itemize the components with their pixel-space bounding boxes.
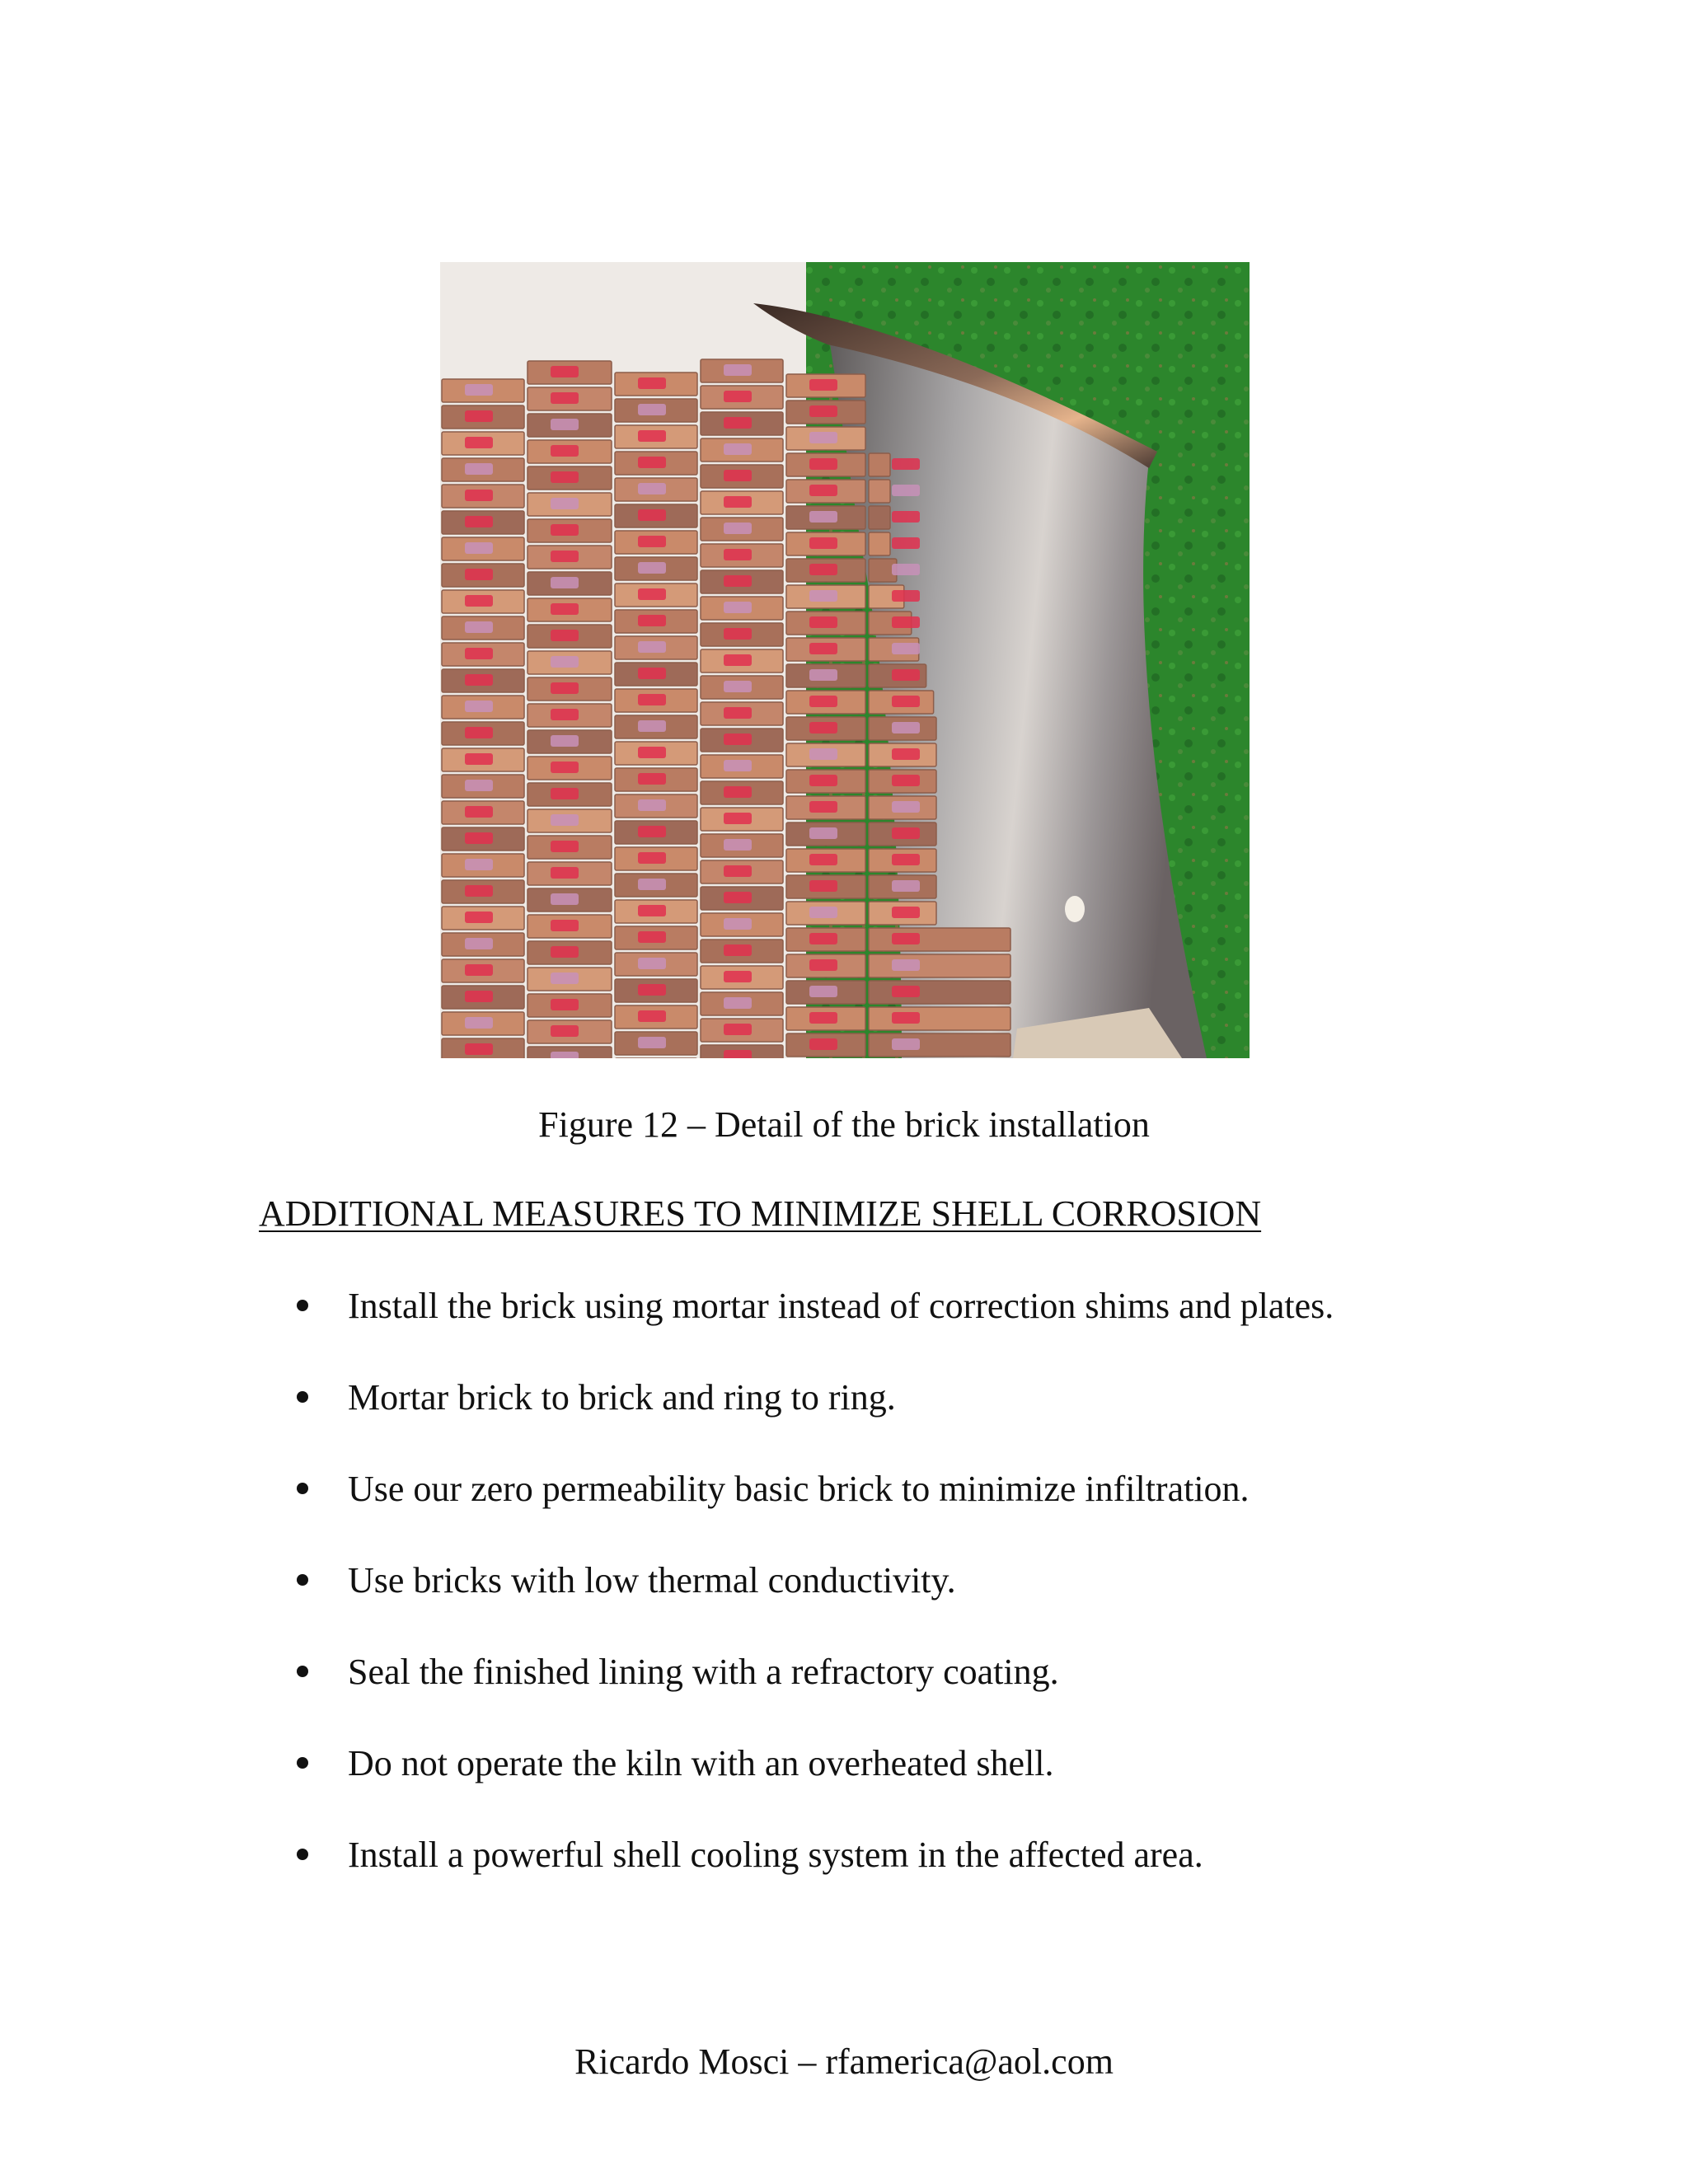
brick [869, 480, 890, 503]
brick-stamp [465, 595, 493, 607]
brick-stamp [724, 1050, 752, 1058]
list-item [297, 1282, 1533, 1373]
brick-stamp [551, 366, 579, 377]
brick-stamp [638, 615, 666, 626]
brick-stamp [551, 841, 579, 852]
brick-stamp [465, 859, 493, 870]
brick-stamp [809, 511, 837, 523]
brick-stamp [465, 1017, 493, 1029]
bullet-dot [297, 1483, 308, 1494]
brick-stamp [551, 498, 579, 509]
brick-stamp [465, 621, 493, 633]
brick [869, 532, 890, 555]
brick [869, 928, 1010, 951]
brick-stamp [638, 588, 666, 600]
brick-stamp [551, 762, 579, 773]
list-item [297, 1373, 1533, 1465]
brick-stamp [638, 984, 666, 996]
list-item [297, 1556, 1533, 1647]
brick-stamp [724, 364, 752, 376]
brick-stamp [551, 814, 579, 826]
brick [869, 453, 890, 476]
brick-stamp [809, 880, 837, 892]
brick-stamp [809, 722, 837, 733]
brick-stamp [892, 907, 920, 918]
brick [869, 1033, 1010, 1057]
brick-stamp [465, 674, 493, 686]
brick-stamp [638, 773, 666, 785]
page-footer: Ricardo Mosci – rfamerica@aol.com [574, 2041, 1114, 2082]
brick-stamp [551, 920, 579, 931]
brick-stamp [638, 720, 666, 732]
brick-stamp [551, 524, 579, 536]
brick-stamp [892, 590, 920, 602]
brick-stamp [809, 537, 837, 549]
brick-stamp [724, 997, 752, 1009]
brick-stamp [638, 377, 666, 389]
brick-stamp [465, 542, 493, 554]
brick-stamp [551, 788, 579, 799]
brick-stamp [551, 445, 579, 457]
brick-stamp [892, 458, 920, 470]
brick-stamp [638, 879, 666, 890]
brick-stamp [465, 727, 493, 738]
brick-stamp [809, 616, 837, 628]
brick [869, 506, 890, 529]
brick-stamp [724, 733, 752, 745]
brick-stamp [638, 826, 666, 837]
figure-photo [440, 262, 1250, 1058]
list-item-text: Seal the finished lining with a refractory coating. [348, 1652, 1059, 1692]
brick-stamp [724, 1024, 752, 1035]
brick-stamp [809, 1012, 837, 1024]
brick-stamp [551, 630, 579, 641]
brick-stamp [638, 536, 666, 547]
brick-stamp [638, 404, 666, 415]
brick-stamp [809, 405, 837, 417]
brick-stamp [551, 735, 579, 747]
brick-stamp [638, 958, 666, 969]
bullet-dot [297, 1849, 308, 1860]
brick [869, 1007, 1010, 1030]
brick-stamp [638, 799, 666, 811]
figure-caption: Figure 12 – Detail of the brick installation [538, 1104, 1150, 1145]
brick-stamp [465, 753, 493, 765]
list-item-text: Use bricks with low thermal conductivity. [348, 1560, 956, 1601]
brick-stamp [892, 722, 920, 733]
brick-stamp [724, 813, 752, 824]
list-item-text: Mortar brick to brick and ring to ring. [348, 1377, 896, 1418]
brick-stamp [551, 682, 579, 694]
brick [869, 954, 1010, 977]
brick-stamp [892, 986, 920, 997]
brick-stamp [892, 669, 920, 681]
brick-stamp [724, 681, 752, 692]
brick-stamp [724, 523, 752, 534]
brick-stamp [465, 463, 493, 475]
brick-stamp [465, 569, 493, 580]
brick-stamp [809, 986, 837, 997]
brick-stamp [551, 656, 579, 668]
brick-stamp [892, 485, 920, 496]
brick-stamp [892, 854, 920, 865]
list-item [297, 1647, 1533, 1739]
brick-stamp [809, 801, 837, 813]
brick-stamp [892, 748, 920, 760]
brick-stamp [724, 391, 752, 402]
brick-stamp [809, 1038, 837, 1050]
brick-stamp [551, 603, 579, 615]
brick-stamp [638, 641, 666, 653]
brick-stamp [809, 458, 837, 470]
brick-stamp [551, 1025, 579, 1037]
brick-stamp [892, 775, 920, 786]
brick-stamp [809, 590, 837, 602]
brick-stamp [551, 551, 579, 562]
brick-stamp [638, 430, 666, 442]
list-item [297, 1830, 1533, 1922]
brick-stamp [892, 1012, 920, 1024]
brick-stamp [551, 709, 579, 720]
brick-stamp [892, 827, 920, 839]
brick-stamp [724, 575, 752, 587]
brick-stamp [638, 694, 666, 705]
brick-stamp [638, 668, 666, 679]
brick-stamp [638, 483, 666, 494]
brick-stamp [465, 490, 493, 501]
brick-stamp [465, 410, 493, 422]
brick-stamp [465, 516, 493, 527]
brick-stamp [724, 443, 752, 455]
brick-stamp [465, 806, 493, 818]
brick-stamp [465, 832, 493, 844]
brick-stamp [892, 564, 920, 575]
brick-stamp [465, 648, 493, 659]
brick-stamp [892, 1038, 920, 1050]
brick-stamp [465, 384, 493, 396]
brick-stamp [465, 991, 493, 1002]
brick-stamp [724, 654, 752, 666]
bullet-dot [297, 1757, 308, 1769]
brick-stamp [724, 839, 752, 851]
brick-stamp [892, 696, 920, 707]
brick-stamp [724, 602, 752, 613]
brick-stamp [551, 392, 579, 404]
brick-stamp [551, 893, 579, 905]
brick-stamp [551, 999, 579, 1010]
brick-stamp [892, 616, 920, 628]
brick-stamp [551, 577, 579, 588]
brick-stamp [724, 628, 752, 640]
list-item [297, 1739, 1533, 1830]
brick-stamp [724, 944, 752, 956]
brick-stamp [724, 549, 752, 560]
brick-stamp [724, 786, 752, 798]
brick-stamp [809, 748, 837, 760]
bullet-dot [297, 1666, 308, 1677]
brick-stamp [551, 1052, 579, 1058]
brick-stamp [809, 775, 837, 786]
brick-stamp [892, 933, 920, 944]
brick-stamp [551, 946, 579, 958]
brick-stamp [809, 379, 837, 391]
brick-stamp [809, 907, 837, 918]
brick-stamp [465, 437, 493, 448]
bullet-dot [297, 1300, 308, 1311]
brick-stamp [465, 780, 493, 791]
brick-stamp [892, 801, 920, 813]
brick-stamp [638, 1010, 666, 1022]
brick-stamp [892, 511, 920, 523]
brick-stamp [809, 564, 837, 575]
brick-stamp [892, 959, 920, 971]
light-reflection [1065, 896, 1085, 922]
brick-stamp [724, 496, 752, 508]
brick-stamp [724, 971, 752, 982]
brick-stamp [465, 701, 493, 712]
section-heading: ADDITIONAL MEASURES TO MINIMIZE SHELL CORROSION [259, 1193, 1262, 1234]
brick-stamp [724, 918, 752, 930]
brick-stamp [638, 747, 666, 758]
brick-stamp [809, 669, 837, 681]
list-item-text: Do not operate the kiln with an overheated shell. [348, 1743, 1054, 1783]
brick-stamp [551, 471, 579, 483]
brick-stamp [809, 827, 837, 839]
brick-stamp [638, 852, 666, 864]
brick-stamp [809, 933, 837, 944]
brick-stamp [809, 854, 837, 865]
brick-stamp [809, 485, 837, 496]
measures-list [297, 1282, 1533, 1922]
brick-stamp [551, 867, 579, 879]
brick-stamp [638, 1037, 666, 1048]
brick-stamp [638, 905, 666, 916]
brick-stamp [638, 562, 666, 574]
bullet-dot [297, 1574, 308, 1586]
brick-stamp [551, 972, 579, 984]
brick-stamp [892, 537, 920, 549]
brick-stamp [724, 707, 752, 719]
brick-stamp [809, 959, 837, 971]
brick [869, 981, 1010, 1004]
bullet-dot [297, 1391, 308, 1403]
brick-stamp [724, 417, 752, 429]
brick-stamp [724, 892, 752, 903]
brick-stamp [465, 1043, 493, 1055]
brick-stamp [724, 470, 752, 481]
brick-stamp [892, 643, 920, 654]
brick-stamp [892, 880, 920, 892]
brick-stamp [809, 432, 837, 443]
brick-stamp [465, 885, 493, 897]
brick-stamp [551, 419, 579, 430]
brick-stamp [465, 938, 493, 949]
brick-stamp [724, 865, 752, 877]
brick-stamp [809, 643, 837, 654]
brick-stamp [724, 760, 752, 771]
brick-stamp [638, 457, 666, 468]
list-item-text: Use our zero permeability basic brick to minimize infiltration. [348, 1469, 1250, 1509]
brick-stamp [638, 931, 666, 943]
brick-stamp [809, 696, 837, 707]
brick-installation-photo [440, 262, 1250, 1058]
brick-stamp [638, 509, 666, 521]
brick-stamp [465, 912, 493, 923]
list-item-text: Install a powerful shell cooling system in the affected area. [348, 1835, 1203, 1875]
list-item [297, 1465, 1533, 1556]
brick-stamp [465, 964, 493, 976]
list-item-text: Install the brick using mortar instead of correction shims and plates. [348, 1286, 1334, 1326]
